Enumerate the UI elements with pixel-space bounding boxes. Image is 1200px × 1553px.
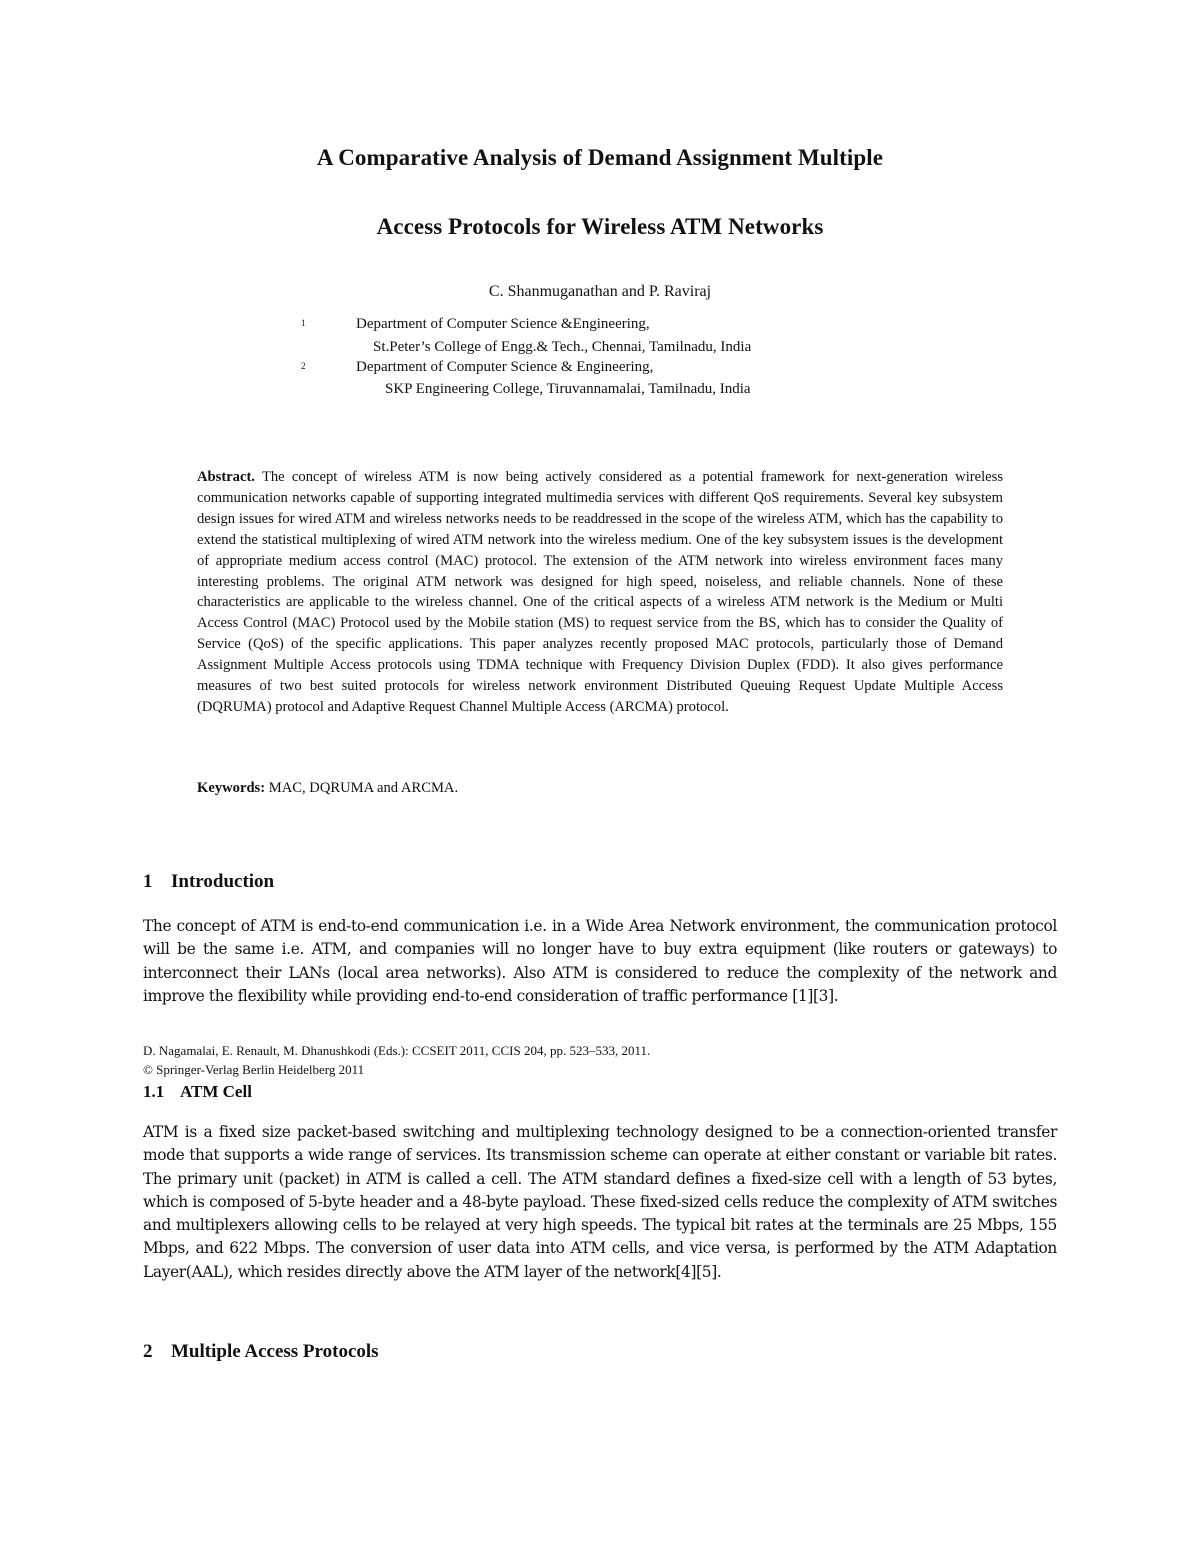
affiliation-1-institution: St.Peter’s College of Engg.& Tech., Chennai, Tamilnadu, India [373, 339, 752, 355]
citation-footnote: D. Nagamalai, E. Renault, M. Dhanushkodi (Eds.): CCSEIT 2011, CCIS 204, pp. 523–533, 2011. [143, 1043, 651, 1058]
subsection-title: ATM Cell [180, 1082, 252, 1101]
keywords-text: MAC, DQRUMA and ARCMA. [268, 780, 459, 796]
section-number: 1 [143, 871, 153, 892]
affiliation-1-department: Department of Computer Science &Engineering, [356, 316, 650, 332]
subsection-heading-atm-cell [143, 1082, 252, 1102]
introduction-paragraph: The concept of ATM is end-to-end communication i.e. in a Wide Area Network environment, the communication protocol will be the same i.e. ATM, and companies will no longer have to buy extra equipment (like routers or gateways) to interconnect their LANs (local area networks). Also ATM is considered to reduce the complexity of the network and improve the flexibility while providing end-to-end consideration of traffic performance [1][3]. [143, 917, 1057, 1005]
subsection-number: 1.1 [143, 1082, 165, 1101]
section-title: Multiple Access Protocols [171, 1341, 379, 1362]
keywords-label: Keywords: [197, 780, 266, 796]
affiliation-2-department: Department of Computer Science & Engineering, [356, 359, 654, 375]
author-list: C. Shanmuganathan and P. Raviraj [488, 283, 712, 300]
atm-cell-paragraph: ATM is a fixed size packet-based switching and multiplexing technology designed to be a connection-oriented transfer mode that supports a wide range of services. Its transmission scheme can operate at either constant or variable bit rates. The primary unit (packet) in ATM is called a cell. The ATM standard defines a fixed-size cell with a length of 53 bytes, which is composed of 5-byte header and a 48-byte payload. These fixed-sized cells reduce the complexity of ATM switches and multiplexers allowing cells to be relayed at very high speeds. The typical bit rates at the terminals are 25 Mbps, 155 Mbps, and 622 Mbps. The conversion of user data into ATM cells, and vice versa, is performed by the ATM Adaptation Layer(AAL), which resides directly above the ATM layer of the network[4][5]. [143, 1123, 1057, 1281]
abstract-text: The concept of wireless ATM is now being actively considered as a potential framework for next-generation wireless communication networks capable of supporting integrated multimedia services with different QoS requirements. Several key subsystem design issues for wired ATM and wireless networks needs to be readdressed in the scope of the wireless ATM, which has the capability to extend the statistical multiplexing of wired ATM network into the wireless medium. One of the key subsystem issues is the development of appropriate medium access control (MAC) protocol. The extension of the ATM network into wireless environment faces many interesting problems. The original ATM network was designed for high speed, noiseless, and reliable channels. None of these characteristics are applicable to the wireless channel. One of the critical aspects of a wireless ATM network is the Medium or Multi Access Control (MAC) Protocol used by the Mobile station (MS) to request service from the BS, which has to consider the Quality of Service (QoS) of the specific applications. This paper analyzes recently proposed MAC protocols, particularly those of Demand Assignment Multiple Access protocols using TDMA technique with Frequency Division Duplex (FDD). It also gives performance measures of two best suited protocols for wireless network environment Distributed Queuing Request Update Multiple Access (DQRUMA) protocol and Adaptive Request Channel Multiple Access (ARCMA) protocol. [197, 469, 1003, 715]
abstract [197, 467, 1003, 718]
section-number: 2 [143, 1341, 153, 1362]
keywords [197, 780, 458, 797]
copyright-footnote: © Springer-Verlag Berlin Heidelberg 2011 [143, 1062, 365, 1077]
section-heading-multiple-access-protocols [143, 1341, 379, 1363]
affiliation-2-institution: SKP Engineering College, Tiruvannamalai, Tamilnadu, India [385, 381, 751, 397]
paper-title-line-2: Access Protocols for Wireless ATM Networks [376, 214, 824, 239]
affiliation-number-2: 2 [301, 361, 306, 371]
paper-title-line-1: A Comparative Analysis of Demand Assignment Multiple [316, 145, 884, 170]
abstract-label: Abstract. [197, 469, 255, 485]
section-title: Introduction [171, 871, 275, 892]
affiliation-number-1: 1 [301, 318, 306, 328]
section-heading-introduction [143, 871, 274, 893]
